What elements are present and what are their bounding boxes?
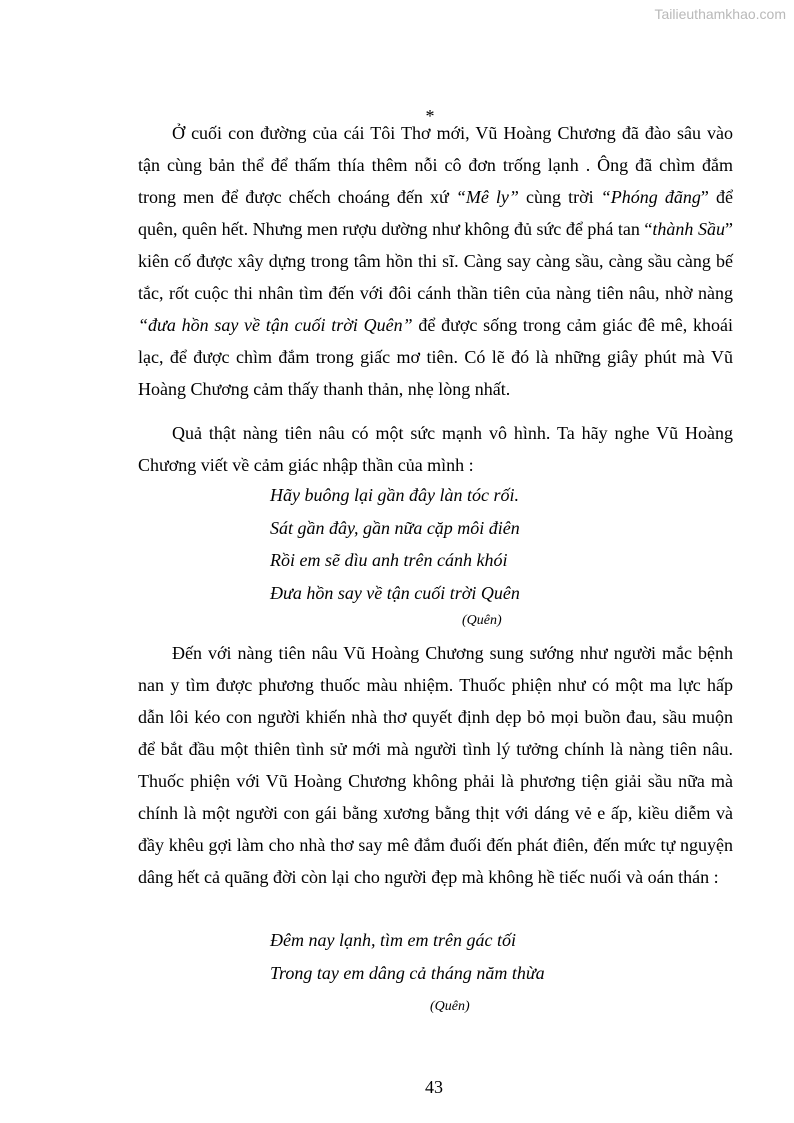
p1-text-2: cùng trời [518,187,601,207]
section-separator: * [425,106,435,126]
p1-italic-2: “Phóng đãng [600,187,701,207]
verse-source-1: (Quên) [462,613,502,628]
p1-italic-4: “đưa hồn say về tận cuối trời Quên” [138,315,413,335]
p1-italic-1: “Mê ly” [455,187,519,207]
verse-line: Trong tay em dâng cả tháng năm thừa [270,962,545,983]
paragraph-2: Quả thật nàng tiên nâu có một sức mạnh vô hình. Ta hãy nghe Vũ Hoàng Chương viết về cảm giác nhập thần của mình : [138,423,733,475]
page-number: 43 [425,1077,443,1097]
verse-block-1 [270,479,520,609]
verse-line: Sát gần đây, gần nữa cặp môi điên [270,517,520,538]
p1-text-1: Ở cuối con đường của cái Tôi Thơ mới, Vũ Hoàng Chương đã đào sâu vào tận cùng bản thể để thấm thía thêm nỗi cô đơn trống lạnh . Ông đã chìm đắm trong men để được chếch choáng đến xứ [138,123,733,207]
verse-line: Đưa hồn say về tận cuối trời Quên [270,582,520,603]
paragraph-1 [138,117,733,405]
paragraph-3: Đến với nàng tiên nâu Vũ Hoàng Chương sung sướng như người mắc bệnh nan y tìm được phương thuốc màu nhiệm. Thuốc phiện như có một ma lực hấp dẫn lôi kéo con người khiến nhà thơ quyết định dẹp bỏ mọi buồn đau, sầu muộn để bắt đầu một thiên tình sử mới mà người tình lý tưởng chính là nàng tiên nâu. Thuốc phiện với Vũ Hoàng Chương không phải là phương tiện giải sầu nữa mà chính là một người con gái bằng xương bằng thịt với dáng vẻ e ấp, kiều diễm và đầy khêu gợi làm cho nhà thơ say mê đắm đuối đến phát điên, đến mức tự nguyện dâng hết cả quãng đời còn lại cho người đẹp mà không hề tiếc nuối và oán thán : [138,643,733,887]
p1-text-4: ” kiên cố được xây dựng trong tâm hồn thi sĩ. Càng say càng sầu, càng sầu càng bế tắc, rốt cuộc thi nhân tìm đến với đôi cánh thần tiên của nàng tiên nâu, nhờ nàng [138,219,733,303]
watermark-text: Tailieuthamkhao.com [654,6,786,22]
verse-block-2 [270,924,545,989]
verse-line: Đêm nay lạnh, tìm em trên gác tối [270,930,516,950]
p1-text-5: để được sống trong cảm giác đê mê, khoái lạc, để được chìm đắm trong giấc mơ tiên. Có lẽ đó là những giây phút mà Vũ Hoàng Chương cảm thấy thanh thản, nhẹ lòng nhất. [138,315,734,399]
verse-line: Rồi em sẽ dìu anh trên cánh khói [270,550,508,570]
verse-line: Hãy buông lại gần đây làn tóc rối. [270,485,519,505]
verse-source-2: (Quên) [430,999,470,1014]
p1-italic-3: thành Sầu [652,219,725,239]
p1-text-3: ” để quên, quên hết. Nhưng men rượu dường như không đủ sức để phá tan “ [138,187,733,239]
